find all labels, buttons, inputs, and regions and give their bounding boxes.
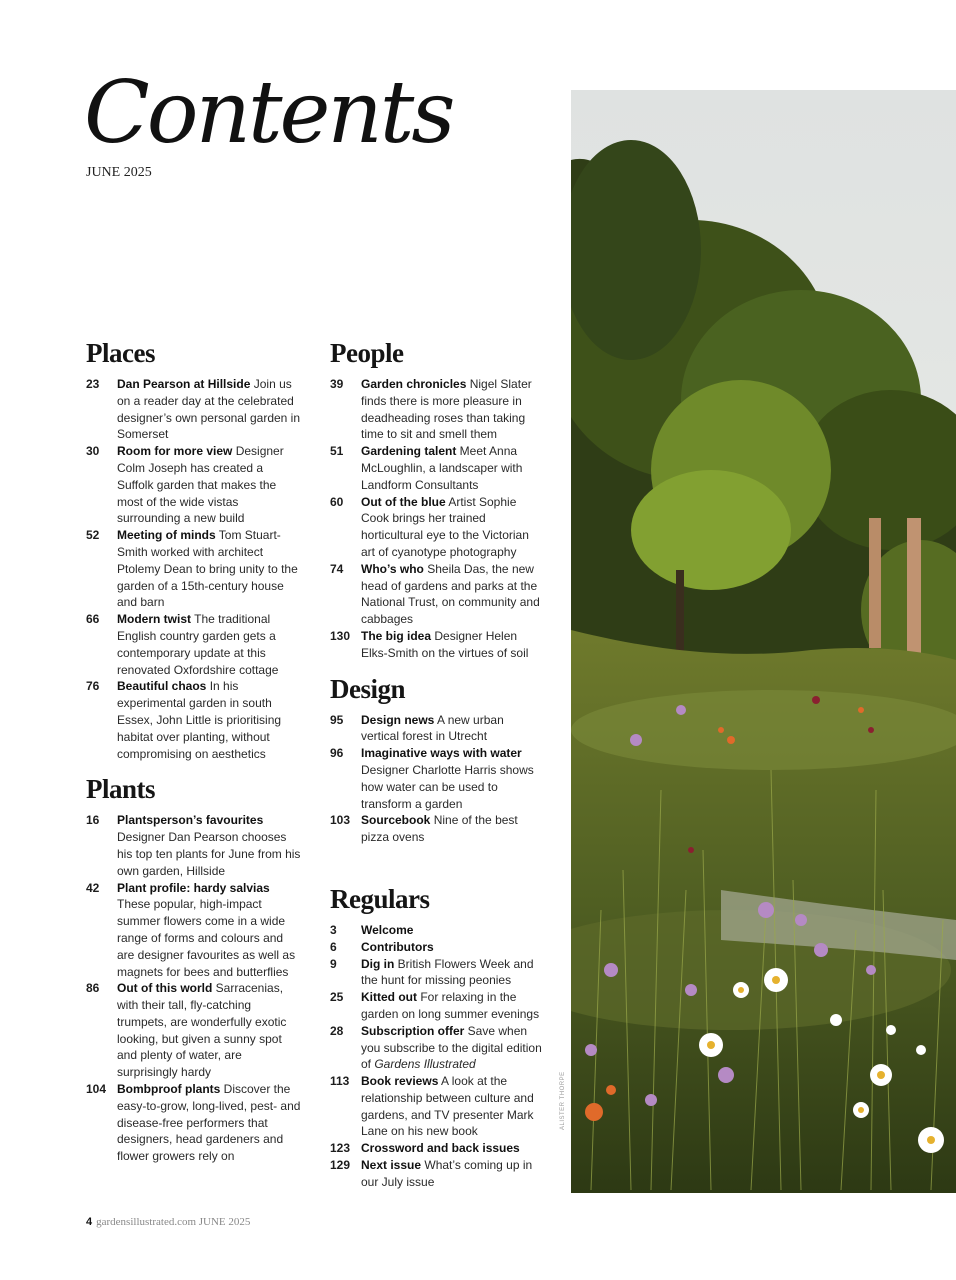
contents-entry[interactable] <box>86 376 301 443</box>
page-title: Contents <box>84 63 453 163</box>
contents-entry[interactable] <box>330 922 545 939</box>
entry-page-number: 76 <box>86 679 100 694</box>
contents-entry[interactable] <box>86 443 301 527</box>
left-column <box>86 336 301 1165</box>
entry-page-number: 16 <box>86 813 100 828</box>
entry-description: Join us on a reader day at the celebrated designer’s own personal garden in Somerset <box>117 377 301 442</box>
plants-list <box>86 812 301 1165</box>
contents-entry[interactable] <box>86 527 301 611</box>
photo-credit: ALISTER THORPE <box>560 1071 566 1130</box>
entry-page-number: 95 <box>330 712 344 727</box>
entry-page-number: 113 <box>330 1074 350 1089</box>
entry-headline: Sourcebook <box>361 813 431 828</box>
entry-description: The traditional English country garden gets a contemporary update at this renovated Oxfordshire cottage <box>117 612 279 677</box>
entry-description: A new urban vertical forest in Utrecht <box>361 712 504 744</box>
entry-headline: Design news <box>361 712 435 727</box>
right-column <box>330 336 545 1191</box>
entry-headline: Next issue <box>361 1158 422 1173</box>
contents-entry[interactable] <box>330 376 545 443</box>
entry-headline: Room for more view <box>117 444 233 459</box>
contents-entry[interactable] <box>330 561 545 628</box>
entry-headline: Garden chronicles <box>361 377 467 391</box>
contents-entry[interactable] <box>330 443 545 493</box>
entry-description: Designer Dan Pearson chooses his top ten plants for June from his own garden, Hillside <box>117 830 301 878</box>
entry-page-number: 51 <box>330 444 344 459</box>
contents-entry[interactable] <box>330 1023 545 1073</box>
entry-headline: Meeting of minds <box>117 528 216 543</box>
entry-headline: Welcome <box>361 922 414 937</box>
entry-headline: Kitted out <box>361 990 417 1005</box>
entry-page-number: 9 <box>330 956 337 971</box>
contents-entry[interactable] <box>330 939 545 956</box>
entry-headline: The big idea <box>361 628 432 643</box>
entry-page-number: 96 <box>330 746 344 761</box>
entry-page-number: 39 <box>330 377 344 391</box>
entry-headline: Out of this world <box>117 981 213 996</box>
entry-description: Sheila Das, the new head of gardens and parks at the National Trust, on community and cabbages <box>361 561 540 627</box>
entry-description: Designer Colm Joseph has created a Suffolk garden that makes the most of the wide vistas surrounding a new build <box>117 444 284 526</box>
entry-description: These popular, high-impact summer flowers come in a wide range of forms and colours and are designer favourites as well as magnets for bees and butterflies <box>117 897 296 979</box>
entry-page-number: 129 <box>330 1158 351 1173</box>
entry-headline: Bombproof plants <box>117 1082 221 1097</box>
people-list <box>330 376 545 662</box>
entry-description: Tom Stuart-Smith worked with architect Ptolemy Dean to bring unity to the garden of a 15th-century house and barn <box>117 528 298 610</box>
contents-entry[interactable] <box>86 611 301 678</box>
entry-page-number: 30 <box>86 444 100 459</box>
contents-entry[interactable] <box>330 989 545 1023</box>
entry-page-number: 3 <box>330 922 337 937</box>
entry-description: In his experimental garden in south Essex, John Little is prioritising habitat over planting, without compromising on aesthetics <box>117 679 282 761</box>
contents-entry[interactable] <box>86 880 301 981</box>
entry-page-number: 123 <box>330 1141 351 1156</box>
entry-headline: Dan Pearson at Hillside <box>117 377 251 391</box>
regulars-list <box>330 922 545 1191</box>
entry-headline: Crossword and back issues <box>361 1141 520 1156</box>
section-heading-design: Design <box>330 673 406 704</box>
footer-text: gardensillustrated.com JUNE 2025 <box>96 1216 251 1228</box>
places-list <box>86 376 301 762</box>
entry-headline: Beautiful chaos <box>117 679 207 694</box>
entry-page-number: 52 <box>86 528 100 543</box>
contents-entry[interactable] <box>330 1157 545 1191</box>
page-footer <box>86 1216 250 1228</box>
section-heading-people: People <box>330 338 404 368</box>
entry-description: Save when you subscribe to the digital edition of <box>361 1023 542 1072</box>
entry-headline: Plantsperson’s favourites <box>117 813 264 828</box>
entry-page-number: 104 <box>86 1082 107 1097</box>
section-heading-places: Places <box>86 338 155 368</box>
entry-page-number: 42 <box>86 880 100 895</box>
entry-page-number: 28 <box>330 1023 344 1038</box>
entry-page-number: 60 <box>330 494 344 509</box>
entry-description: British Flowers Week and the hunt for missing peonies <box>361 956 534 988</box>
page-number: 4 <box>86 1216 93 1228</box>
entry-description: Designer Charlotte Harris shows how water can be used to transform a garden <box>361 762 534 811</box>
entry-headline: Contributors <box>361 939 434 954</box>
entry-page-number: 103 <box>330 813 351 828</box>
section-heading-plants: Plants <box>86 774 156 805</box>
design-list <box>330 712 545 846</box>
contents-entry[interactable] <box>86 1081 301 1165</box>
entry-headline: Imaginative ways with water <box>361 746 522 761</box>
entry-description: Artist Sophie Cook brings her trained horticultural eye to the Victorian art of cyanotype photography <box>361 494 529 559</box>
entry-headline: Subscription offer <box>361 1023 465 1038</box>
entry-description: Discover the easy-to-grow, long-lived, pest- and disease-free performers that designers, head gardeners and flower growers rely on <box>117 1082 301 1164</box>
entry-headline: Gardening talent <box>361 444 457 459</box>
entry-page-number: 25 <box>330 990 344 1005</box>
entry-description: A look at the relationship between culture and gardens, and TV presenter Mark Lane on his new book <box>361 1074 534 1139</box>
entry-description: Sarracenias, with their tall, fly-catching trumpets, are wonderfully exotic looking, but given a sunny spot and plenty of water, are surprisingly hardy <box>117 981 287 1080</box>
contents-entry[interactable] <box>330 745 545 812</box>
contents-entry[interactable] <box>330 494 545 561</box>
entry-page-number: 23 <box>86 377 100 391</box>
entry-description: Nine of the best pizza ovens <box>361 813 518 845</box>
entry-headline: Who’s who <box>361 561 424 576</box>
entry-page-number: 130 <box>330 628 351 643</box>
entry-page-number: 86 <box>86 981 100 996</box>
magazine-name: Gardens Illustrated <box>374 1057 476 1072</box>
contents-entry[interactable] <box>330 956 545 990</box>
entry-headline: Out of the blue <box>361 494 446 509</box>
entry-headline: Modern twist <box>117 612 191 627</box>
entry-page-number: 6 <box>330 939 337 954</box>
entry-description: For relaxing in the garden on long summer evenings <box>361 990 540 1021</box>
entry-description: Designer Helen Elks-Smith on the virtues of soil <box>361 628 529 660</box>
entry-headline: Book reviews <box>361 1074 439 1089</box>
entry-description: What’s coming up in our July issue <box>361 1158 533 1189</box>
contents-entry[interactable] <box>330 812 545 846</box>
entry-headline: Dig in <box>361 956 395 971</box>
section-heading-regulars: Regulars <box>330 883 430 914</box>
garden-photo <box>571 90 956 1193</box>
entry-description: Meet Anna McLoughlin, a landscaper with Landform Consultants <box>361 444 523 492</box>
entry-page-number: 74 <box>330 561 344 576</box>
entry-description: Nigel Slater finds there is more pleasure in deadheading roses than taking time to sit and smell them <box>361 377 532 442</box>
entry-page-number: 66 <box>86 612 100 627</box>
contents-entry[interactable] <box>330 1140 545 1157</box>
contents-entry[interactable] <box>330 712 545 746</box>
contents-entry[interactable] <box>330 628 545 662</box>
contents-entry[interactable] <box>330 1073 545 1140</box>
contents-entry[interactable] <box>86 678 301 762</box>
entry-headline: Plant profile: hardy salvias <box>117 880 270 895</box>
issue-date: JUNE 2025 <box>86 165 152 180</box>
contents-entry[interactable] <box>86 980 301 1081</box>
contents-entry[interactable] <box>86 812 301 879</box>
